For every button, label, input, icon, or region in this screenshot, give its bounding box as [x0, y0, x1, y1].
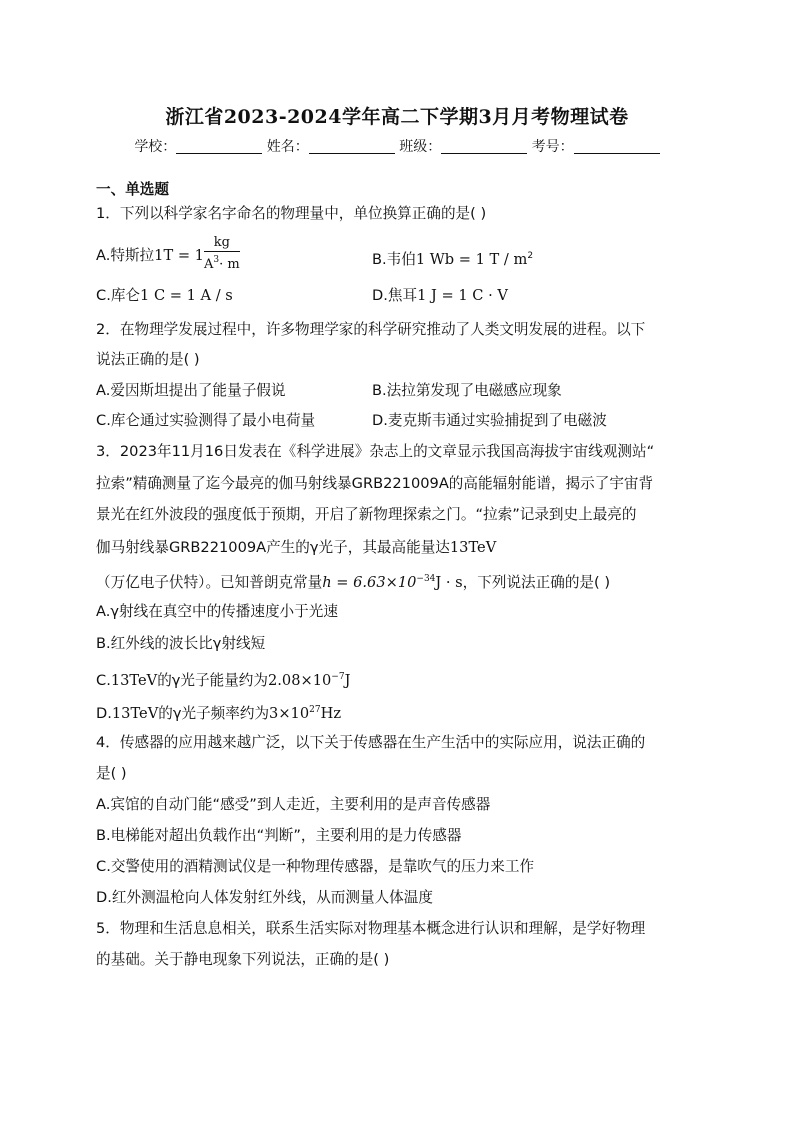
- question-1-option-d: D.焦耳1 J = 1 C · V: [372, 287, 508, 304]
- question-3-option-d: D.13TeV的γ光子频率约为$3\times 10^{27}Hz$: [96, 705, 342, 722]
- question-3-line-4: 伽马射线暴GRB221009A产生的γ光子，其最高能量达13TeV: [96, 539, 497, 556]
- name-label: 姓名：: [266, 139, 309, 155]
- question-2-option-a: A.爱因斯坦提出了能量子假说: [96, 382, 286, 399]
- student-info-line: [0, 136, 794, 156]
- question-3-option-b: B.红外线的波长比γ射线短: [96, 635, 266, 652]
- question-1-option-b: B.韦伯1 Wb = 1 T / $m^2$: [372, 251, 534, 268]
- question-5-stem-line-1: 5．物理和生活息息相关，联系生活实际对物理基本概念进行认识和理解，是学好物理: [96, 920, 646, 937]
- question-2-stem-line-1: 2．在物理学发展过程中，许多物理学家的科学研究推动了人类文明发展的进程。以下: [96, 321, 646, 338]
- question-1-option-c: C.库仑1 C = 1 A / s: [96, 287, 233, 304]
- question-2-option-b: B.法拉第发现了电磁感应现象: [372, 382, 562, 399]
- name-blank: [309, 138, 395, 154]
- option-a-text: A.特斯拉: [96, 247, 155, 264]
- question-2-stem-line-2: 说法正确的是( ): [96, 351, 200, 368]
- option-a-formula-lhs: 1T = 1: [154, 247, 204, 264]
- question-5-stem-line-2: 的基础。关于静电现象下列说法，正确的是( ): [96, 951, 390, 968]
- question-4-option-d: D.红外测温枪向人体发射红外线，从而测量人体温度: [96, 889, 433, 906]
- exam-number-blank: [574, 138, 660, 154]
- class-blank: [441, 138, 527, 154]
- question-4-stem-line-1: 4．传感器的应用越来越广泛，以下关于传感器在生产生活中的实际应用，说法正确的: [96, 734, 646, 751]
- question-1-option-a: [96, 246, 204, 266]
- question-3-line-5: （万亿电子伏特）。已知普朗克常量$h = 6.63\times 10^{-34}J \cdot s$，下列说法正确的是( ): [96, 574, 611, 591]
- page-title: 浙江省2023-2024学年高二下学期3月月考物理试卷: [165, 106, 629, 128]
- school-blank: [176, 138, 262, 154]
- school-label: 学校：: [134, 139, 177, 155]
- question-4-stem-line-2: 是( ): [96, 765, 127, 782]
- fraction-denominator: $A^3\cdot m$: [204, 255, 240, 272]
- question-2-option-d: D.麦克斯韦通过实验捕捉到了电磁波: [372, 412, 607, 429]
- question-3-line-1: 3．2023年11月16日发表在《科学进展》杂志上的文章显示我国高海拔宇宙线观测站“: [96, 443, 655, 460]
- exam-number-label: 考号：: [531, 139, 574, 155]
- question-4-option-b: B.电梯能对超出负载作出“判断”，主要利用的是力传感器: [96, 827, 462, 844]
- question-3-option-a: A.γ射线在真空中的传播速度小于光速: [96, 603, 338, 620]
- question-4-option-c: C.交警使用的酒精测试仪是一种物理传感器，是靠吹气的压力来工作: [96, 858, 535, 875]
- tesla-fraction: [202, 236, 240, 273]
- question-3-line-2: 拉索”精确测量了迄今最亮的伽马射线暴GRB221009A的高能辐射能谱，揭示了宇宙背: [96, 475, 654, 492]
- question-1-stem: 1．下列以科学家名字命名的物理量中，单位换算正确的是( ): [96, 205, 487, 222]
- fraction-numerator: kg: [204, 236, 240, 252]
- question-3-line-3: 景光在红外波段的强度低于预期，开启了新物理探索之门。“拉索”记录到史上最亮的: [96, 506, 637, 523]
- section-heading: 一、单选题: [96, 181, 169, 198]
- question-2-option-c: C.库仑通过实验测得了最小电荷量: [96, 412, 316, 429]
- question-3-option-c: C.13TeV的γ光子能量约为$2.08\times 10^{-7}J$: [96, 672, 351, 689]
- class-label: 班级：: [399, 139, 442, 155]
- question-4-option-a: A.宾馆的自动门能“感受”到人走近，主要利用的是声音传感器: [96, 796, 491, 813]
